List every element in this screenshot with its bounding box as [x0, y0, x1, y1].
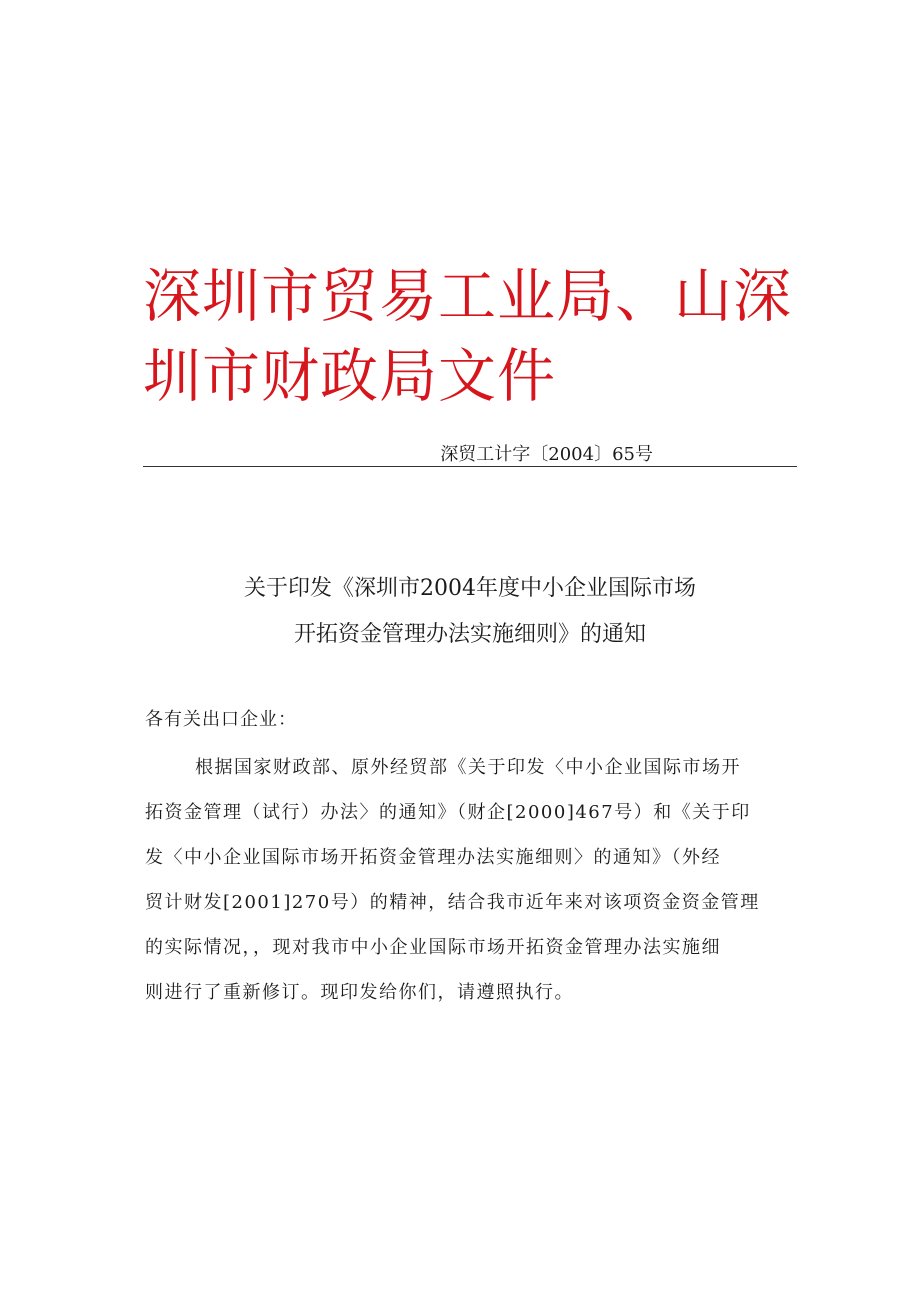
notice-title-line-2: 开拓资金管理办法实施细则》的通知 — [293, 622, 646, 647]
notice-title — [143, 566, 797, 658]
issuer-masthead — [143, 256, 803, 416]
body-line: 根据国家财政部、原外经贸部《关于印发〈中小企业国际市场开 — [195, 757, 741, 778]
salutation: 各有关出口企业： — [145, 709, 297, 730]
document-number: 深贸工计字〔2004〕65号 — [440, 444, 653, 465]
body-line: 拓资金管理（试行）办法〉的通知》（财企[2000]467号）和《关于印 — [145, 802, 751, 823]
body-line: 发〈中小企业国际市场开拓资金管理办法实施细则〉的通知》（外经 — [145, 847, 721, 868]
notice-title-line-1: 关于印发《深圳市2004年度中小企业国际市场 — [244, 576, 696, 601]
body-paragraph — [145, 745, 795, 1015]
header-divider — [143, 466, 797, 467]
body-line: 则进行了重新修订。现印发给你们，请遵照执行。 — [145, 982, 574, 1003]
masthead-line-1: 深圳市贸易工业局、山深 — [143, 262, 793, 330]
body-line: 贸计财发[2001]270号）的精神，结合我市近年来对该项资金资金管理 — [145, 892, 760, 913]
body-line: 的实际情况，，现对我市中小企业国际市场开拓资金管理办法实施细 — [145, 937, 721, 958]
masthead-line-2: 圳市财政局文件 — [143, 342, 557, 410]
